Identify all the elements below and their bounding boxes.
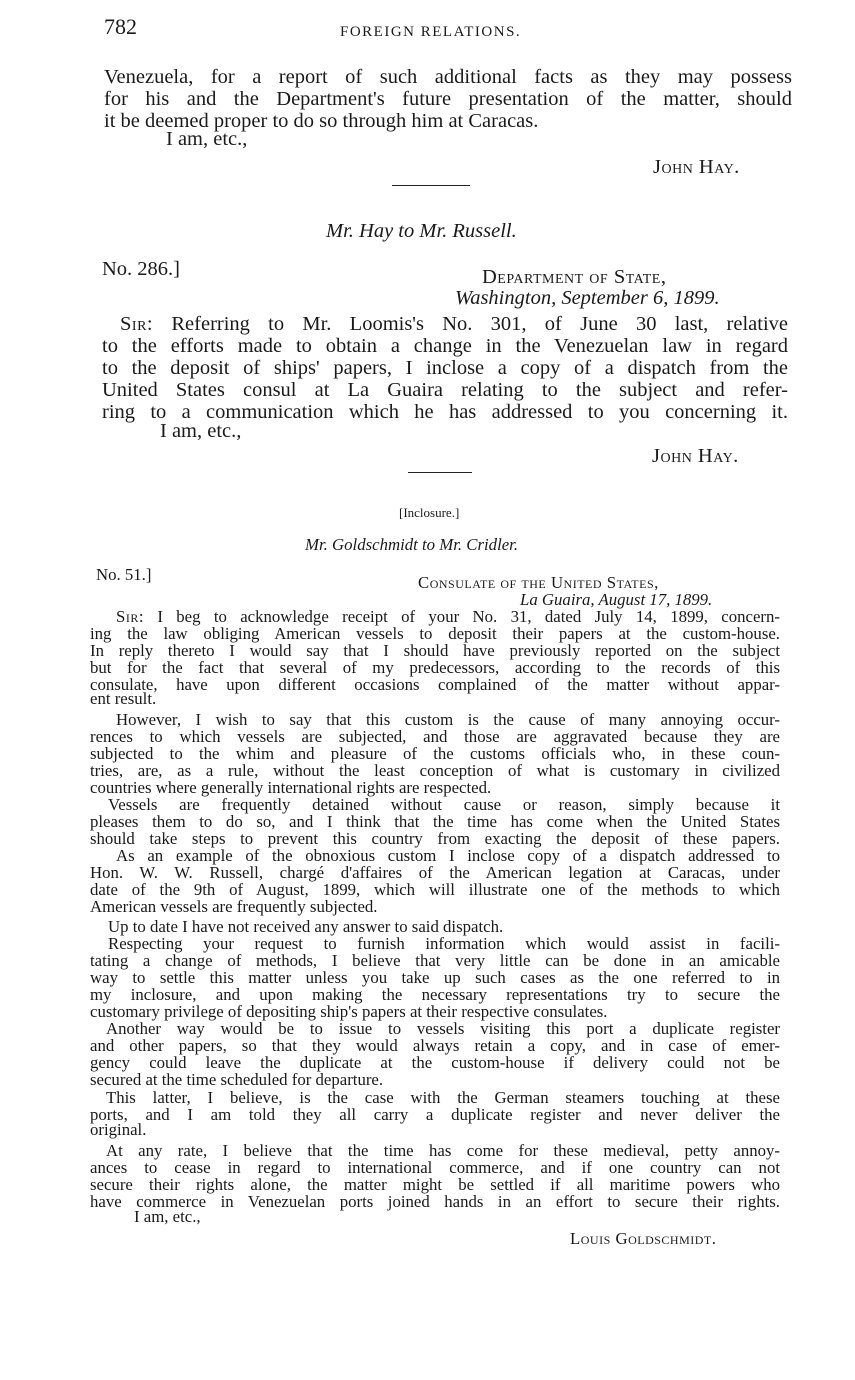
text-line: ring to a communication which he has addressed to you concerning it. <box>102 401 788 423</box>
text-line: countries where generally international rights are respected. <box>90 778 492 797</box>
text-line: United States consul at La Guaira relating to the subject and refer- <box>102 379 788 401</box>
text-line: customary privilege of depositing ship's papers at their respective consulates. <box>90 1002 608 1021</box>
text-line: subjected to the whim and pleasure of the customs officials who, in these coun- <box>90 744 780 763</box>
text-line: However, I wish to say that this custom is the cause of many annoying occur- <box>116 710 780 729</box>
text-line: to the efforts made to obtain a change in the Venezuelan law in regard <box>102 335 788 357</box>
inclosure-label: [Inclosure.] <box>399 505 460 520</box>
letter-number: No. 286.] <box>102 258 181 280</box>
text-line: American vessels are frequently subjected. <box>90 897 378 916</box>
text-line: and other papers, so that they would always retain a copy, and in case of emer- <box>90 1036 780 1055</box>
signature: John Hay. <box>653 156 740 178</box>
text-line: to the deposit of ships' papers, I inclose a copy of a dispatch from the <box>102 357 788 379</box>
closing: I am, etc., <box>134 1207 201 1226</box>
inclosure-number: No. 51.] <box>96 565 152 584</box>
letter-title: Mr. Hay to Mr. Russell. <box>326 220 517 242</box>
text-line: it be deemed proper to do so through him at Caracas. <box>104 110 539 132</box>
text-line: Venezuela, for a report of such additional facts as they may possess <box>104 66 792 88</box>
inclosure-title: Mr. Goldschmidt to Mr. Cridler. <box>305 535 519 554</box>
text-line: but for the fact that several of my predecessors, according to the records of this <box>90 658 780 677</box>
text-line: my inclosure, and upon making the necessary representations try to secure the <box>90 985 780 1004</box>
text-line: As an example of the obnoxious custom I inclose copy of a dispatch addressed to <box>116 846 780 865</box>
text-line: ports, and I am told they all carry a duplicate register and never deliver the <box>90 1105 780 1124</box>
text-line: consulate, have upon different occasions complained of the matter without appar- <box>90 675 780 694</box>
text-line: At any rate, I believe that the time has come for these medieval, petty annoy- <box>106 1141 780 1160</box>
text-line: ing the law obliging American vessels to deposit their papers at the custom-house. <box>90 624 780 643</box>
text-line: for his and the Department's future presentation of the matter, should <box>104 88 792 110</box>
text-line: original. <box>90 1120 147 1139</box>
text-line: secure their rights alone, the matter might be settled if all maritime powers who <box>90 1175 780 1194</box>
office: Consulate of the United States, <box>418 573 659 592</box>
closing: I am, etc., <box>166 128 248 150</box>
text-line: Sir: Referring to Mr. Loomis's No. 301, of June 30 last, relative <box>102 313 788 335</box>
text-line: have commerce in Venezuelan ports joined hands in an effort to secure their rights. <box>90 1192 780 1211</box>
signature: Louis Goldschmidt. <box>570 1229 717 1248</box>
text-line: gency could leave the duplicate at the custom-house if delivery could not be <box>90 1053 780 1072</box>
signature: John Hay. <box>652 445 739 467</box>
text-line: tries, are, as a rule, without the least conception of what is customary in civilized <box>90 761 780 780</box>
running-title: FOREIGN RELATIONS. <box>340 24 522 40</box>
text-line: Another way would be to issue to vessels visiting this port a duplicate register <box>106 1019 780 1038</box>
text-line: Respecting your request to furnish information which would assist in facili- <box>108 934 780 953</box>
text-line: Hon. W. W. Russell, chargé d'affaires of the American legation at Caracas, under <box>90 863 780 882</box>
text-line: pleases them to do so, and I think that the time has come when the United States <box>90 812 780 831</box>
section-divider <box>408 472 472 473</box>
text-line: secured at the time scheduled for departure. <box>90 1070 384 1089</box>
text-line: Vessels are frequently detained without cause or reason, simply because it <box>108 795 780 814</box>
text-line: This latter, I believe, is the case with the German steamers touching at these <box>106 1088 780 1107</box>
salutation: Sir: <box>116 607 144 626</box>
salutation: Sir: <box>120 313 154 335</box>
text-line: date of the 9th of August, 1899, which will illustrate one of the methods to which <box>90 880 780 899</box>
section-divider <box>392 185 470 186</box>
text-line: ances to cease in regard to international commerce, and if one country can not <box>90 1158 780 1177</box>
text-line: In reply thereto I would say that I should have previously reported on the subject <box>90 641 780 660</box>
text-line: tating a change of methods, I believe that very little can be done in an amicable <box>90 951 780 970</box>
page-number: 782 <box>104 14 137 39</box>
text-line: way to settle this matter unless you take up such cases as the one referred to in <box>90 968 780 987</box>
closing: I am, etc., <box>160 420 242 442</box>
text-line: Sir: I beg to acknowledge receipt of your No. 31, dated July 14, 1899, concern- <box>90 608 780 625</box>
department: Department of State, <box>482 266 667 288</box>
place-date: Washington, September 6, 1899. <box>455 287 720 309</box>
text-line: ent result. <box>90 689 157 708</box>
place-date: La Guaira, August 17, 1899. <box>520 590 713 609</box>
text-line: rences to which vessels are subjected, and those are aggravated because they are <box>90 727 780 746</box>
text-line: Up to date I have not received any answer to said dispatch. <box>108 917 504 936</box>
text-line: should take steps to prevent this country from exacting the deposit of these papers. <box>90 829 780 848</box>
